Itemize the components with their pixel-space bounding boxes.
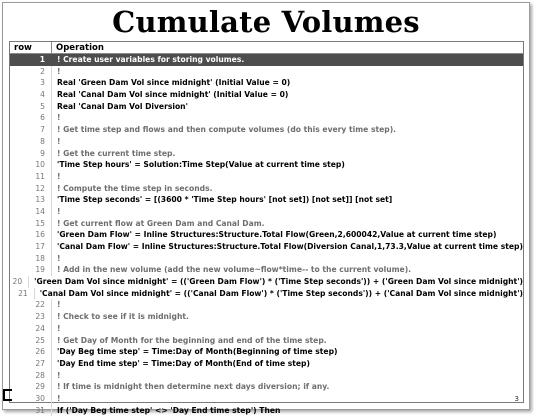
operation-text: If ('Day Beg time step' <> 'Day End time step') Then: [57, 405, 281, 415]
operation-text: !: [57, 393, 61, 403]
row-number: 22: [10, 299, 52, 311]
slide-title: Cumulate Volumes: [112, 5, 420, 39]
table-row[interactable]: [10, 206, 523, 218]
operation-text: 'Time Step seconds' = [(3600 * 'Time Step hours' [not set]) [not set]] [not set]: [57, 195, 393, 205]
table-row[interactable]: [10, 148, 523, 160]
row-number: 8: [10, 136, 52, 148]
table-row[interactable]: [10, 183, 523, 195]
slide: [2, 2, 530, 415]
operation-text: !: [57, 113, 61, 123]
operation-text: 'Day Beg time step' = Time:Day of Month(Beginning of time step): [57, 347, 338, 357]
table-row[interactable]: [10, 54, 523, 66]
row-number: 21: [10, 288, 35, 300]
corner-bracket-mark: [3, 389, 12, 401]
row-number: 29: [10, 381, 52, 393]
operation-text: 'Canal Dam Vol since midnight' = (('Canal Dam Flow') * ('Time Step seconds')) + ('Canal Dam Vol since midnight'): [39, 288, 523, 298]
row-number: 20: [10, 276, 29, 288]
row-number: 25: [10, 335, 52, 347]
table-row[interactable]: [10, 241, 523, 253]
table-row[interactable]: [10, 194, 523, 206]
row-number: 23: [10, 311, 52, 323]
table-row[interactable]: [10, 346, 523, 358]
row-number: 19: [10, 264, 52, 276]
row-number: 1: [10, 54, 52, 66]
row-number: 16: [10, 229, 52, 241]
page-number: 3: [514, 395, 519, 403]
operation-text: !: [57, 300, 61, 310]
operation-text: Real 'Canal Dam Vol Diversion': [57, 101, 188, 111]
table-header: [10, 42, 523, 54]
row-number: 28: [10, 370, 52, 382]
operation-text: 'Green Dam Flow' = Inline Structures:Structure.Total Flow(Green,2,600042,Value at current time step): [57, 230, 497, 240]
row-number: 14: [10, 206, 52, 218]
table-row[interactable]: [10, 393, 523, 405]
row-number: 27: [10, 358, 52, 370]
row-number: 4: [10, 89, 52, 101]
operation-text: !: [57, 323, 61, 333]
table-row[interactable]: [10, 101, 523, 113]
operation-text: ! Get Day of Month for the beginning and end of the time step.: [57, 335, 327, 345]
table-row[interactable]: [10, 159, 523, 171]
operations-table: [9, 41, 524, 415]
operation-text: ! Create user variables for storing volumes.: [57, 55, 245, 64]
row-number: 13: [10, 194, 52, 206]
table-row[interactable]: [10, 358, 523, 370]
table-row[interactable]: [10, 276, 523, 288]
table-row[interactable]: [10, 66, 523, 78]
table-row[interactable]: [10, 299, 523, 311]
operation-text: !: [57, 136, 61, 146]
row-number: 18: [10, 253, 52, 265]
table-row[interactable]: [10, 253, 523, 265]
operation-text: ! Get time step and flows and then compute volumes (do this every time step).: [57, 125, 397, 135]
row-number: 24: [10, 323, 52, 335]
row-number: 7: [10, 124, 52, 136]
row-number: 11: [10, 171, 52, 183]
row-number: 12: [10, 183, 52, 195]
row-number: 26: [10, 346, 52, 358]
operation-text: 'Time Step hours' = Solution:Time Step(Value at current time step): [57, 160, 345, 170]
operation-text: ! If time is midnight then determine next days diversion; if any.: [57, 382, 330, 392]
operation-text: 'Green Dam Vol since midnight' = (('Green Dam Flow') * ('Time Step seconds')) + ('Green Dam Vol since midnight'): [34, 277, 523, 287]
table-row[interactable]: [10, 124, 523, 136]
table-row[interactable]: [10, 370, 523, 382]
operation-text: !: [57, 171, 61, 181]
table-row[interactable]: [10, 311, 523, 323]
row-number: 10: [10, 159, 52, 171]
operation-text: !: [57, 66, 61, 76]
row-number: 31: [10, 405, 52, 416]
row-number: 17: [10, 241, 52, 253]
operation-text: ! Check to see if it is midnight.: [57, 312, 189, 322]
table-row[interactable]: [10, 335, 523, 347]
row-number: 2: [10, 66, 52, 78]
table-row[interactable]: [10, 288, 523, 300]
row-number: 3: [10, 77, 52, 89]
operation-text: ! Get the current time step.: [57, 148, 176, 158]
operation-text: Real 'Green Dam Vol since midnight' (Initial Value = 0): [57, 78, 291, 88]
row-number: 15: [10, 218, 52, 230]
table-body: [10, 54, 523, 416]
row-number: 30: [10, 393, 52, 405]
table-row[interactable]: [10, 136, 523, 148]
operation-text: !: [57, 253, 61, 263]
table-row[interactable]: [10, 381, 523, 393]
operation-text: ! Get current flow at Green Dam and Canal Dam.: [57, 218, 265, 228]
row-number: 5: [10, 101, 52, 113]
table-row[interactable]: [10, 218, 523, 230]
operation-text: ! Compute the time step in seconds.: [57, 183, 213, 193]
table-row[interactable]: [10, 323, 523, 335]
table-row[interactable]: [10, 405, 523, 416]
operation-text: !: [57, 206, 61, 216]
column-header-operation[interactable]: Operation: [56, 43, 104, 53]
operation-text: 'Day End time step' = Time:Day of Month(End of time step): [57, 358, 310, 368]
table-row[interactable]: [10, 264, 523, 276]
operation-text: 'Canal Dam Flow' = Inline Structures:Structure.Total Flow(Diversion Canal,1,73.3,Value at current time step): [57, 242, 523, 251]
column-header-row[interactable]: row: [10, 42, 52, 53]
table-row[interactable]: [10, 229, 523, 241]
operation-text: ! Add in the new volume (add the new volume~flow*time-- to the current volume).: [57, 265, 412, 275]
row-number: 9: [10, 148, 52, 160]
operation-text: Real 'Canal Dam Vol since midnight' (Initial Value = 0): [57, 90, 289, 100]
table-row[interactable]: [10, 77, 523, 89]
operation-text: !: [57, 370, 61, 380]
table-row[interactable]: [10, 89, 523, 101]
table-row[interactable]: [10, 171, 523, 183]
table-row[interactable]: [10, 112, 523, 124]
row-number: 6: [10, 112, 52, 124]
